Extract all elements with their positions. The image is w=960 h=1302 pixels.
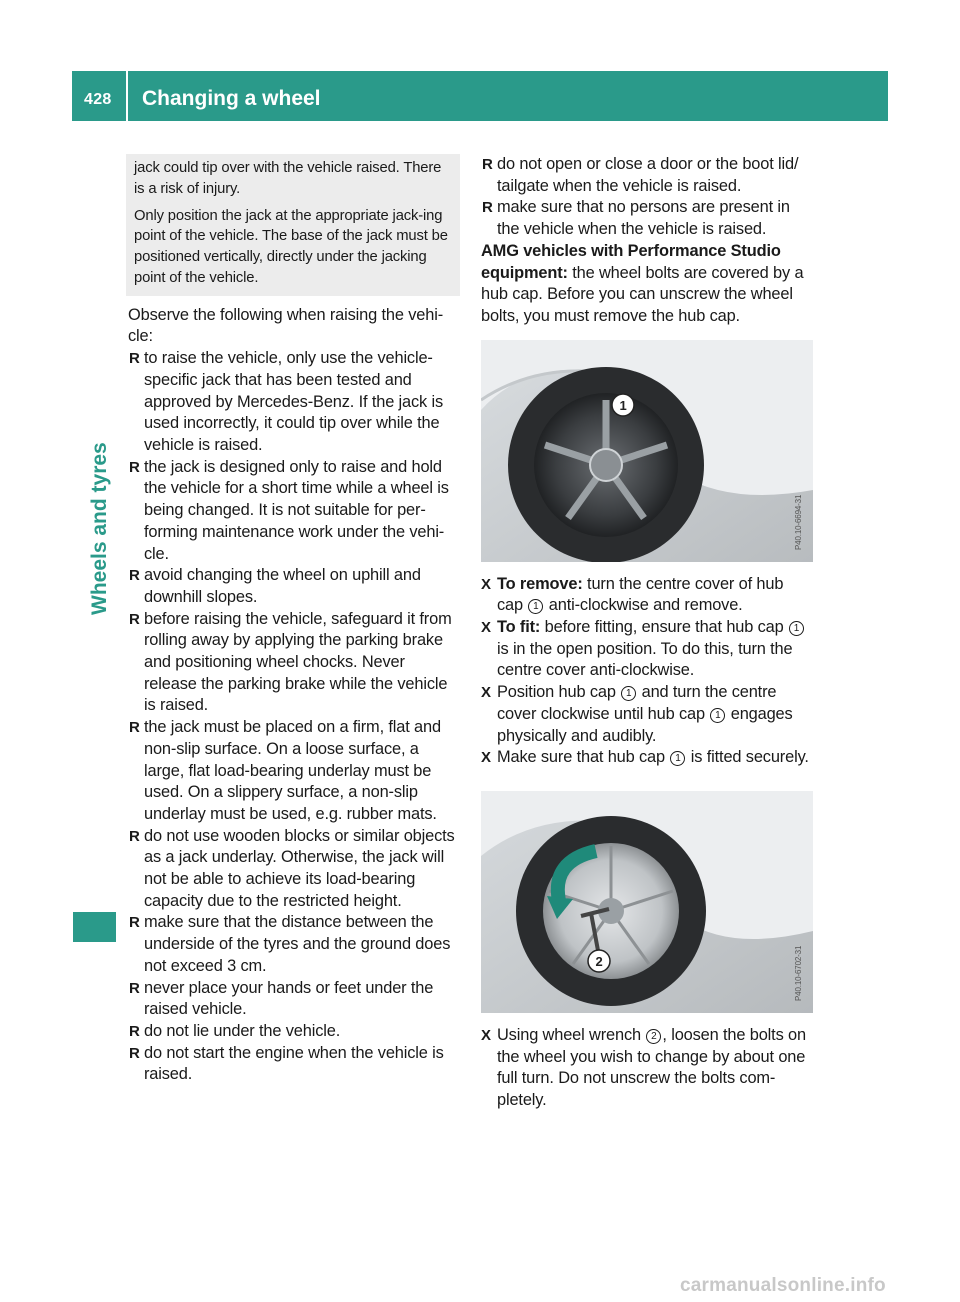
bullet-text: never place your hands or feet under the raised vehicle. [144, 978, 434, 1019]
callout-1: 1 [619, 397, 627, 413]
page-number: 428 [84, 91, 112, 108]
action-step [481, 574, 813, 617]
side-tab-label: Wheels and tyres [88, 442, 111, 615]
bullet-r-icon: R [129, 979, 140, 997]
bullet-text: do not open or close a door or the boot lid/ tailgate when the vehicle is raised. [497, 155, 799, 195]
page-header [72, 71, 888, 121]
step-text: before fitting, ensure that hub cap [540, 618, 789, 637]
hub-cap-figure [481, 340, 813, 562]
left-column [128, 154, 460, 1086]
bullet-item [128, 717, 460, 826]
bullet-item [481, 154, 813, 197]
bullet-r-icon: R [129, 610, 140, 628]
warning-text: jack could tip over with the vehicle raised. There is a risk of injury. [134, 160, 442, 197]
right-column [481, 154, 813, 1112]
action-step [481, 747, 813, 769]
step-text: engages physically and audibly. [497, 704, 793, 745]
step-text: , loosen the bolts on the wheel you wish to change by about one full turn. Do not unscrew the bolts com-pletely. [497, 1025, 806, 1110]
bullet-list [128, 348, 460, 1086]
bullet-text: the jack must be placed on a firm, flat and non-slip surface. On a loose surface, a large, flat load-bearing underlay must be used. On a slippery surface, a non-slip underlay must be used, e.g. rubber mats. [144, 718, 441, 823]
bullet-text: do not use wooden blocks or similar objects as a jack underlay. Otherwise, the jack will not be able to achieve its load-bearing capacity due to the restricted height. [144, 826, 455, 910]
step-text: Position hub cap [497, 683, 621, 702]
circled-number-icon: 1 [670, 751, 685, 766]
bullet-item [128, 1043, 460, 1086]
wheel-illustration-2 [481, 791, 813, 1013]
bullet-r-icon: R [129, 1022, 140, 1040]
bullet-text: do not lie under the vehicle. [144, 1021, 341, 1040]
warning-text: Only position the jack at the appropriate jack-ing point of the vehicle. The base of the jack must be positioned vertically, directly under the jacking point of the vehicle. [134, 207, 448, 286]
bullet-item [128, 1021, 460, 1043]
step-label: To remove: [497, 574, 583, 593]
callout-2: 2 [595, 953, 603, 969]
bullet-item [128, 348, 460, 457]
action-x-icon: X [481, 749, 491, 767]
step-text: is in the open position. To do this, turn the centre cover anti-clockwise. [497, 639, 793, 680]
bullet-r-icon: R [129, 1044, 140, 1062]
action-step [481, 1025, 813, 1112]
side-tab-marker [73, 912, 116, 942]
bullet-item [128, 826, 460, 913]
amg-paragraph [481, 241, 813, 328]
action-x-icon: X [481, 619, 491, 637]
bullet-item [128, 457, 460, 566]
figure-code: P40.10-6694-31 [794, 494, 803, 550]
step-label: To fit: [497, 618, 541, 637]
bullet-text: before raising the vehicle, safeguard it from rolling away by applying the parking brake and positioning wheel chocks. Never release the parking brake while the vehicle is raised. [144, 609, 452, 715]
bullet-item [128, 609, 460, 718]
step-list [481, 1025, 813, 1112]
bullet-r-icon: R [129, 914, 140, 932]
bullet-item [128, 978, 460, 1021]
wheel-illustration-1 [481, 340, 813, 562]
warning-box [126, 154, 460, 296]
bullet-text: make sure that no persons are present in the vehicle when the vehicle is raised. [497, 198, 790, 239]
chapter-title: Changing a wheel [142, 87, 321, 110]
bullet-text: avoid changing the wheel on uphill and downhill slopes. [144, 566, 421, 606]
action-step [481, 617, 813, 682]
circled-number-icon: 1 [789, 621, 804, 636]
bullet-text: to raise the vehicle, only use the vehicle-specific jack that has been tested and approved by Mercedes-Benz. If the jack is used incorrectly, it could tip over while the vehicle is raised. [144, 349, 444, 454]
header-divider [126, 71, 128, 121]
amg-text: the wheel bolts are covered by a hub cap. Before you can unscrew the wheel bolts, you must remove the hub cap. [481, 263, 804, 325]
bullet-r-icon: R [129, 567, 140, 585]
circled-number-icon: 1 [621, 686, 636, 701]
step-text: Make sure that hub cap [497, 748, 670, 767]
action-x-icon: X [481, 575, 491, 593]
circled-number-icon: 1 [710, 708, 725, 723]
circled-number-icon: 1 [528, 599, 543, 614]
bullet-r-icon: R [129, 827, 140, 845]
footer-watermark: carmanualsonline.info [680, 1275, 886, 1296]
step-text: Using wheel wrench [497, 1025, 646, 1044]
bullet-item [481, 197, 813, 240]
action-x-icon: X [481, 1026, 491, 1044]
bullet-r-icon: R [129, 719, 140, 737]
step-list [481, 574, 813, 769]
amg-heading: AMG vehicles with Performance Studio equipment: [481, 241, 781, 282]
bullet-text: make sure that the distance between the underside of the tyres and the ground does not exceed 3 cm. [144, 913, 451, 975]
step-text: turn the centre cover of hub cap [497, 574, 784, 615]
bullet-item [128, 912, 460, 977]
figure-code: P40.10-6702-31 [794, 945, 803, 1001]
intro-text: Observe the following when raising the vehi-cle: [128, 305, 444, 346]
bullet-text: do not start the engine when the vehicle is raised. [144, 1043, 444, 1084]
bullet-item [128, 565, 460, 608]
action-x-icon: X [481, 684, 491, 702]
step-text: is fitted securely. [686, 748, 809, 767]
bullet-r-icon: R [482, 156, 493, 173]
action-step [481, 682, 813, 747]
bullet-text: the jack is designed only to raise and hold the vehicle for a short time while a wheel is being changed. It is not suitable for per-forming maintenance work under the vehi-cle. [144, 457, 449, 563]
bullet-r-icon: R [129, 458, 140, 476]
bullet-r-icon: R [482, 199, 493, 217]
wheel-wrench-figure [481, 791, 813, 1013]
step-text: anti-clockwise and remove. [544, 596, 743, 615]
step-text: and turn the centre cover clockwise until hub cap [497, 683, 777, 723]
bullet-r-icon: R [129, 350, 140, 368]
bullet-list [481, 154, 813, 241]
circled-number-icon: 2 [646, 1029, 661, 1044]
